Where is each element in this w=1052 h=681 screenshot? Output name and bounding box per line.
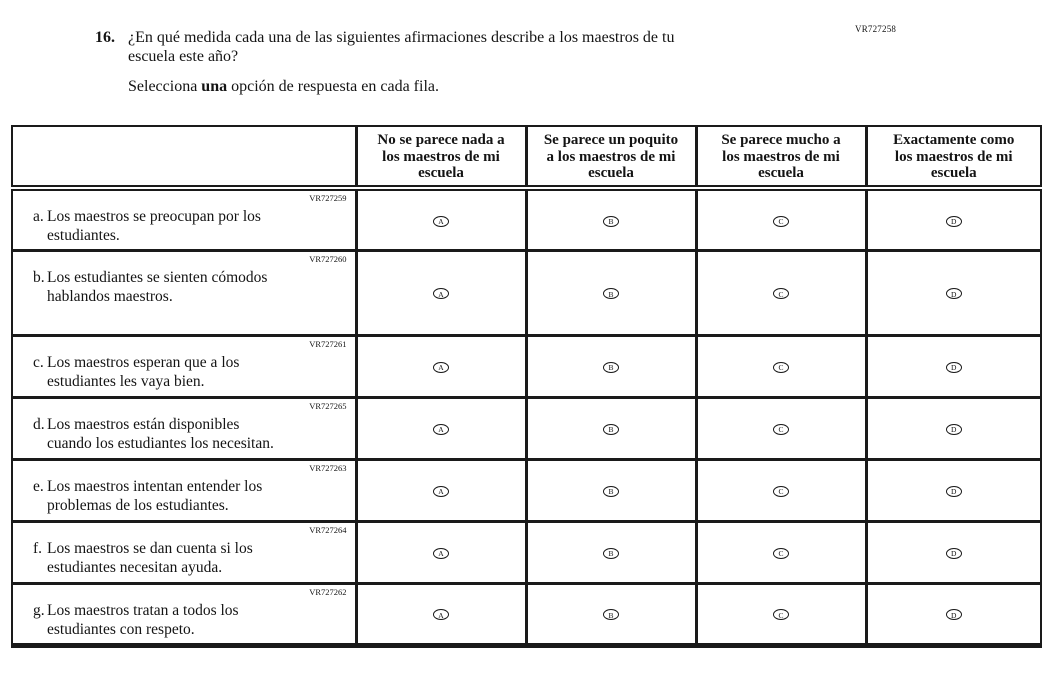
answer-bubble-d-row-d[interactable]: D: [946, 424, 962, 435]
bubble-cell: [696, 397, 866, 459]
instruction-pre: Selecciona: [128, 78, 202, 95]
answer-bubble-b-row-a[interactable]: B: [603, 216, 619, 227]
answer-bubble-c-row-f[interactable]: C: [773, 548, 789, 559]
row-vr-code: VR727260: [309, 253, 347, 264]
bubble-cell: [526, 188, 696, 250]
option-header-line: Se parece mucho a: [721, 132, 841, 148]
row-vr-code: VR727259: [309, 193, 347, 203]
answer-bubble-b-row-c[interactable]: B: [603, 362, 619, 373]
bubble-cell: [356, 335, 526, 397]
answer-bubble-c-row-c[interactable]: C: [773, 362, 789, 373]
answer-bubble-c-row-e[interactable]: C: [773, 486, 789, 497]
option-header-line: a los maestros de mi: [546, 148, 676, 165]
response-matrix-table: [11, 125, 1042, 648]
option-column-header: [356, 126, 526, 188]
answer-bubble-b-row-e[interactable]: B: [603, 486, 619, 497]
statement-text: Los maestros tratan a todos los estudiantes con respeto.: [47, 601, 239, 638]
table-header: [12, 126, 1041, 188]
question-number: 16.: [95, 29, 115, 46]
statement: [23, 353, 349, 391]
option-header-line: los maestros de mi: [722, 148, 840, 165]
bubble-cell: [866, 459, 1041, 521]
bubble-cell: [356, 583, 526, 645]
statement-letter: g.: [33, 601, 45, 619]
statement: [23, 207, 349, 245]
answer-bubble-d-row-c[interactable]: D: [946, 362, 962, 373]
statement-text: Los maestros se preocupan por los estudiantes.: [47, 208, 261, 244]
option-column-header: [526, 126, 696, 188]
answer-bubble-a-row-a[interactable]: A: [433, 216, 449, 227]
answer-bubble-b-row-b[interactable]: B: [603, 288, 619, 299]
bubble-cell: [866, 188, 1041, 250]
row-vr-code: VR727262: [309, 586, 347, 597]
row-vr-code: VR727264: [309, 524, 347, 535]
option-header-line: Exactamente como: [893, 132, 1015, 148]
option-header-line: escuela: [588, 165, 634, 181]
bubble-cell: [696, 188, 866, 250]
row-vr-code: VR727261: [309, 338, 347, 349]
bubble-cell: [866, 397, 1041, 459]
table-row: [12, 459, 1041, 521]
statement-cell: [12, 521, 356, 583]
statement-cell: [12, 459, 356, 521]
answer-bubble-b-row-d[interactable]: B: [603, 424, 619, 435]
statement-letter: a.: [33, 208, 44, 225]
answer-bubble-c-row-g[interactable]: C: [773, 609, 789, 620]
statement: [23, 601, 349, 639]
answer-bubble-b-row-f[interactable]: B: [603, 548, 619, 559]
answer-bubble-d-row-e[interactable]: D: [946, 486, 962, 497]
statement: [23, 268, 349, 306]
table-row: [12, 335, 1041, 397]
answer-bubble-d-row-b[interactable]: D: [946, 288, 962, 299]
answer-bubble-c-row-b[interactable]: C: [773, 288, 789, 299]
option-header-line: los maestros de mi: [382, 148, 500, 165]
bubble-cell: [356, 397, 526, 459]
instruction-post: opción de respuesta en cada fila.: [227, 78, 439, 95]
bubble-cell: [526, 459, 696, 521]
question-text: ¿En qué medida cada una de las siguientes afirmaciones describe a los maestros de tu escuela este año?: [128, 29, 675, 65]
table-row: [12, 188, 1041, 250]
bubble-cell: [356, 250, 526, 335]
question-block: [95, 28, 718, 66]
answer-bubble-b-row-g[interactable]: B: [603, 609, 619, 620]
statement-cell: [12, 250, 356, 335]
table-row: [12, 583, 1041, 645]
bubble-cell: [866, 521, 1041, 583]
option-column-header: [696, 126, 866, 188]
answer-bubble-a-row-c[interactable]: A: [433, 362, 449, 373]
bubble-cell: [866, 335, 1041, 397]
statement-letter: f.: [33, 539, 43, 557]
bubble-cell: [696, 250, 866, 335]
answer-bubble-d-row-f[interactable]: D: [946, 548, 962, 559]
statement-column-header: [12, 126, 356, 188]
answer-bubble-a-row-g[interactable]: A: [433, 609, 449, 620]
statement-letter: b.: [33, 268, 45, 286]
statement-cell: [12, 583, 356, 645]
instruction-bold-word: una: [201, 78, 228, 95]
bubble-cell: [696, 521, 866, 583]
answer-bubble-a-row-d[interactable]: A: [433, 424, 449, 435]
statement-cell: [12, 397, 356, 459]
table-row: [12, 521, 1041, 583]
bubble-cell: [526, 397, 696, 459]
bubble-cell: [526, 521, 696, 583]
statement-cell: [12, 335, 356, 397]
bubble-cell: [356, 459, 526, 521]
statement-text: Los maestros están disponibles cuando los estudiantes los necesitan.: [47, 415, 274, 452]
option-header-line: Se parece un poquito: [543, 132, 679, 148]
option-header-line: los maestros de mi: [894, 148, 1013, 165]
row-vr-code: VR727265: [309, 400, 347, 411]
bubble-cell: [526, 335, 696, 397]
table-row: [12, 250, 1041, 335]
bubble-cell: [696, 459, 866, 521]
statement-letter: e.: [33, 477, 44, 495]
statement-cell: [12, 188, 356, 250]
bubble-cell: [356, 521, 526, 583]
answer-bubble-d-row-g[interactable]: D: [946, 609, 962, 620]
option-column-header: [866, 126, 1041, 188]
bubble-cell: [696, 335, 866, 397]
statement-letter: c.: [33, 353, 44, 371]
answer-bubble-c-row-d[interactable]: C: [773, 424, 789, 435]
bubble-cell: [866, 583, 1041, 645]
option-header-line: escuela: [930, 165, 977, 181]
answer-bubble-c-row-a[interactable]: C: [773, 216, 789, 227]
bubble-cell: [866, 250, 1041, 335]
answer-bubble-a-row-b[interactable]: A: [433, 288, 449, 299]
row-vr-code: VR727263: [309, 462, 347, 473]
statement-text: Los estudiantes se sienten cómodos hablandos maestros.: [47, 268, 268, 305]
answer-bubble-a-row-f[interactable]: A: [433, 548, 449, 559]
statement: [23, 539, 349, 577]
option-header-line: escuela: [758, 165, 804, 181]
statement-letter: d.: [33, 415, 45, 433]
bubble-cell: [356, 188, 526, 250]
statement: [23, 415, 349, 453]
bubble-cell: [526, 583, 696, 645]
statement: [23, 477, 349, 515]
statement-text: Los maestros esperan que a los estudiantes les vaya bien.: [47, 353, 240, 390]
statement-text: Los maestros intentan entender los problemas de los estudiantes.: [47, 477, 263, 514]
bubble-cell: [526, 250, 696, 335]
table-row: [12, 397, 1041, 459]
option-header-line: No se parece nada a: [377, 132, 505, 148]
statement-text: Los maestros se dan cuenta si los estudiantes necesitan ayuda.: [47, 539, 253, 576]
instruction-text: [128, 78, 439, 96]
form-code: VR727258: [855, 24, 897, 34]
option-header-line: escuela: [418, 165, 464, 181]
answer-bubble-a-row-e[interactable]: A: [433, 486, 449, 497]
answer-bubble-d-row-a[interactable]: D: [946, 216, 962, 227]
bubble-cell: [696, 583, 866, 645]
